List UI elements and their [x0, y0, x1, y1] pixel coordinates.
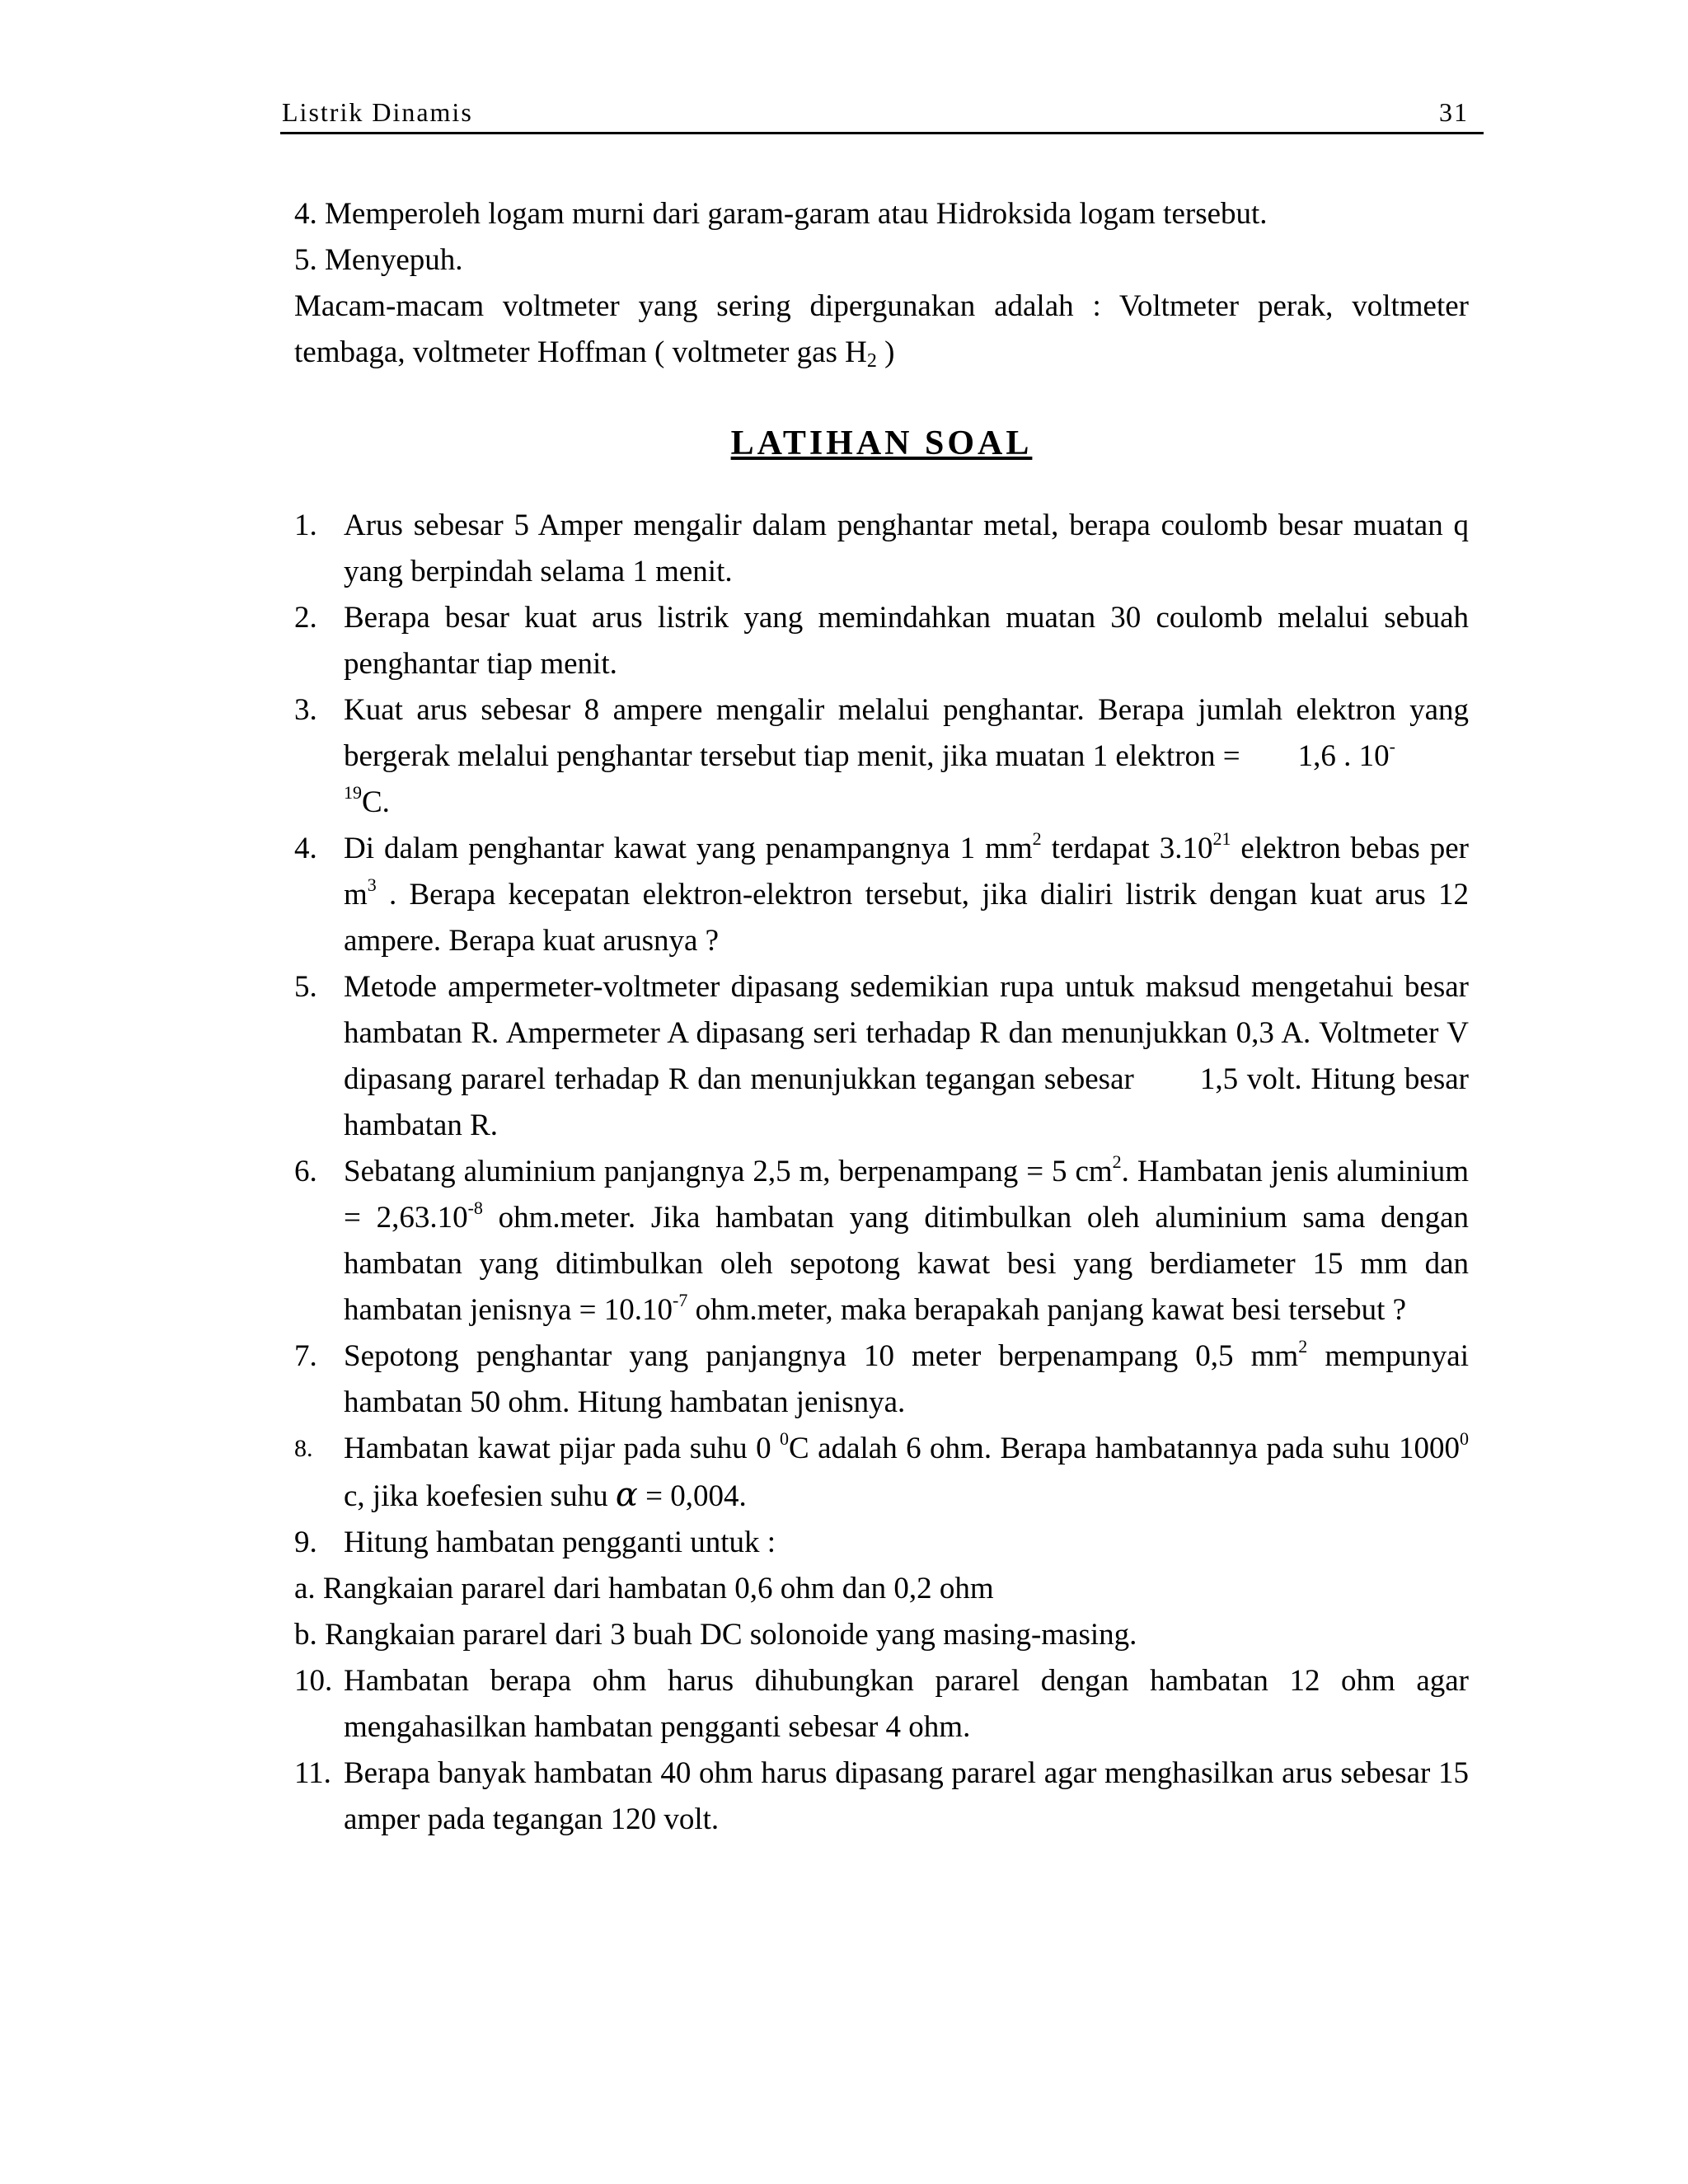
item-number: 10.: [294, 1664, 333, 1698]
item-text-part: Hambatan kawat pijar pada suhu 0: [344, 1432, 781, 1465]
exercise-item-11: [294, 1750, 1469, 1843]
exercise-item-4: [294, 826, 1469, 964]
exercise-item-10: [294, 1658, 1469, 1750]
item-number: 3.: [294, 693, 317, 727]
item-text-part: Di dalam penghantar kawat yang penampangnya 1 mm: [344, 832, 1033, 865]
exercise-item-6: [294, 1149, 1469, 1333]
item-number: 11.: [294, 1756, 331, 1790]
item-text-part: 1,6 . 10: [1297, 739, 1390, 773]
chapter-title: Listrik Dinamis: [282, 97, 473, 127]
item-text-part: ohm.meter. Jika hambatan yang ditimbulkan oleh aluminium sama dengan hambatan yang ditimbulkan oleh sepotong kawat besi yang berdiameter 15 mm dan hambatan jenisnya = 10.10: [344, 1201, 1469, 1327]
item-text-part: . Berapa kecepatan elektron-elektron tersebut, jika dialiri listrik dengan kuat arus 12 ampere. Berapa kuat arusnya ?: [344, 878, 1469, 958]
item-text: [344, 826, 1469, 964]
item-number: 4.: [294, 832, 317, 865]
item-text-part: = 0,004.: [637, 1479, 747, 1513]
item-text: [344, 1149, 1469, 1333]
voltmeter-paragraph-text: Macam-macam voltmeter yang sering dipergunakan adalah : Voltmeter perak, voltmeter tembaga, voltmeter Hoffman ( voltmeter gas H: [294, 289, 1469, 369]
superscript: 21: [1212, 828, 1231, 849]
superscript: -7: [673, 1290, 688, 1310]
item-text-part: C adalah 6 ohm. Berapa hambatannya pada suhu 1000: [789, 1432, 1460, 1465]
voltmeter-paragraph-end: ): [876, 335, 895, 369]
exercise-item-2: [294, 595, 1469, 687]
exercise-item-7: [294, 1333, 1469, 1426]
intro-point-5: 5. Menyepuh.: [294, 243, 463, 277]
item-text: Hitung hambatan pengganti untuk :: [344, 1526, 776, 1559]
exercise-item-1: [294, 503, 1469, 595]
superscript: -8: [467, 1197, 483, 1218]
exercise-item-9b: b. Rangkaian pararel dari 3 buah DC solonoide yang masing-masing.: [294, 1618, 1137, 1652]
item-text-part: Sebatang aluminium panjangnya 2,5 m, berpenampang = 5 cm: [344, 1155, 1113, 1188]
item-number: 2.: [294, 601, 317, 635]
item-number: 1.: [294, 509, 317, 542]
item-number: 6.: [294, 1155, 317, 1188]
superscript: 2: [1032, 828, 1042, 849]
item-text-part: . Hambatan jenis aluminium = 2,63.10: [344, 1155, 1469, 1235]
running-header: [280, 97, 1484, 134]
item-text-part: 1,5 volt. Hitung besar hambatan R.: [344, 1062, 1470, 1142]
item-text-part: ohm.meter, maka berapakah panjang kawat besi tersebut ?: [687, 1293, 1407, 1327]
exercise-item-3: [294, 687, 1469, 826]
exercise-item-9a: a. Rangkaian pararel dari hambatan 0,6 ohm dan 0,2 ohm: [294, 1572, 994, 1605]
item-text-part: terdapat 3.10: [1041, 832, 1213, 865]
superscript: 19: [344, 782, 362, 803]
page-content: [294, 191, 1469, 1843]
superscript: 0: [1460, 1428, 1469, 1449]
superscript: 3: [367, 874, 377, 895]
item-text-part: mempunyai hambatan 50 ohm. Hitung hambatan jenisnya.: [344, 1339, 1469, 1419]
item-text-part: c, jika koefesien suhu: [344, 1479, 616, 1513]
intro-point-4: 4. Memperoleh logam murni dari garam-garam atau Hidroksida logam tersebut.: [294, 197, 1268, 231]
voltmeter-paragraph: [294, 284, 1469, 376]
item-number: 7.: [294, 1339, 317, 1373]
superscript: 2: [1112, 1151, 1122, 1172]
item-text: Berapa banyak hambatan 40 ohm harus dipasang pararel agar menghasilkan arus sebesar 15 amper pada tegangan 120 volt.: [344, 1756, 1469, 1836]
superscript: 2: [1298, 1336, 1308, 1357]
exercise-item-9: [294, 1520, 1469, 1566]
item-text-part: Metode ampermeter-voltmeter dipasang sedemikian rupa untuk maksud mengetahui besar hambatan R. Ampermeter A dipasang seri terhadap R dan menunjukkan 0,3 A. Voltmeter V dipasang pararel terhadap R dan menunjukkan tegangan sebesar: [344, 970, 1469, 1096]
item-text: Arus sebesar 5 Amper mengalir dalam penghantar metal, berapa coulomb besar muatan q yang berpindah selama 1 menit.: [344, 509, 1469, 588]
item-text-part: elektron bebas per m: [344, 832, 1469, 912]
item-number: 9.: [294, 1526, 317, 1559]
item-text: [344, 964, 1469, 1149]
superscript: -: [1389, 736, 1395, 757]
exercise-item-5: [294, 964, 1469, 1149]
item-text: [344, 687, 1469, 826]
item-number: 8.: [294, 1435, 313, 1462]
section-title: LATIHAN SOAL: [730, 424, 1033, 462]
item-text: [344, 1426, 1469, 1520]
item-number: 5.: [294, 970, 317, 1004]
alpha-symbol: α: [615, 1476, 638, 1514]
exercise-item-8: [294, 1426, 1469, 1520]
subscript-2: 2: [866, 350, 877, 372]
item-text: [344, 1333, 1469, 1426]
item-text: Hambatan berapa ohm harus dihubungkan pararel dengan hambatan 12 ohm agar mengahasilkan hambatan pengganti sebesar 4 ohm.: [344, 1664, 1469, 1744]
item-text-part: Kuat arus sebesar 8 ampere mengalir melalui penghantar. Berapa jumlah elektron yang bergerak melalui penghantar tersebut tiap menit, jika muatan 1 elektron =: [344, 693, 1469, 773]
superscript: 0: [780, 1428, 790, 1449]
item-text-part: C.: [362, 785, 390, 819]
item-text: Berapa besar kuat arus listrik yang memindahkan muatan 30 coulomb melalui sebuah penghantar tiap menit.: [344, 601, 1469, 681]
page-number: 31: [1439, 97, 1469, 127]
item-text-part: Sepotong penghantar yang panjangnya 10 meter berpenampang 0,5 mm: [344, 1339, 1299, 1373]
